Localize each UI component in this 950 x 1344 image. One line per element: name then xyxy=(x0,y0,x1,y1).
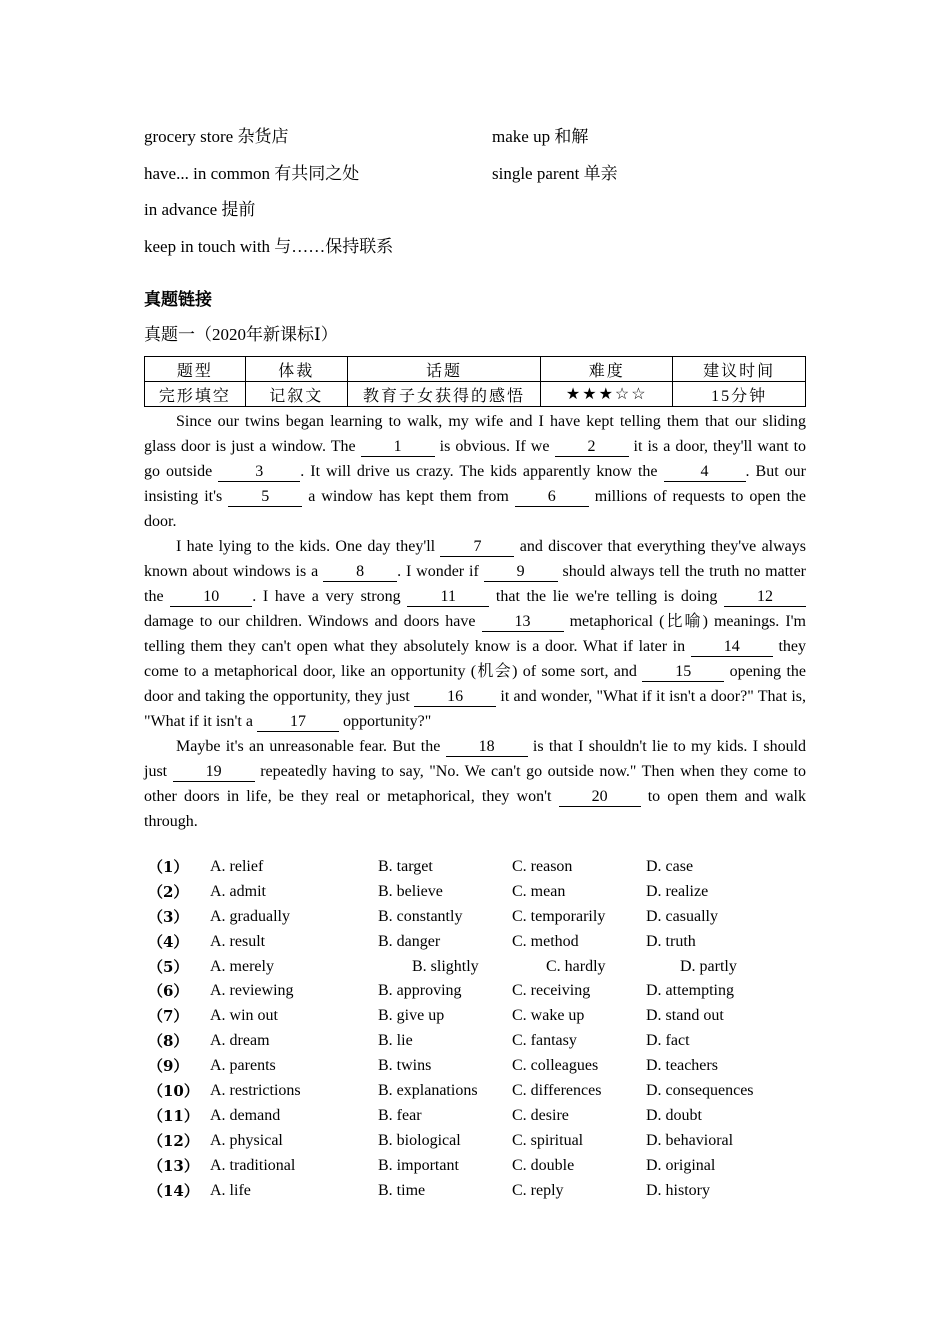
question-number: （6） xyxy=(148,982,189,1001)
question-number: （12） xyxy=(148,1131,199,1150)
option-d: D. stand out xyxy=(646,1007,724,1025)
passage-text: opportunity?" xyxy=(338,713,432,730)
option-a: A. gradually xyxy=(210,907,290,925)
option-d: D. partly xyxy=(680,957,737,975)
option-d: D. case xyxy=(646,858,694,875)
passage-text: Maybe it's an unreasonable fear. But the xyxy=(176,738,446,755)
option-a: A. win out xyxy=(210,1007,278,1025)
header-cell: 难度 xyxy=(541,357,673,382)
question-number: （10） xyxy=(148,1082,199,1101)
paragraph xyxy=(144,534,806,734)
option-b: B. slightly xyxy=(412,957,479,975)
option-row xyxy=(144,1054,806,1079)
option-d: D. behavioral xyxy=(646,1131,734,1149)
option-b: B. biological xyxy=(378,1131,461,1149)
blank: 1 xyxy=(361,438,435,457)
vocab-item: make up 和解 xyxy=(492,127,589,146)
option-row xyxy=(144,1179,806,1204)
option-a: A. merely xyxy=(210,957,274,975)
option-b: B. believe xyxy=(378,882,443,900)
question-number: （13） xyxy=(148,1156,199,1175)
option-row xyxy=(144,880,806,905)
option-c: C. desire xyxy=(512,1106,569,1124)
passage-text: a window has kept them from xyxy=(302,488,515,505)
option-row xyxy=(144,1154,806,1179)
passage-text: that the lie we're telling is doing xyxy=(489,588,725,605)
option-c: C. temporarily xyxy=(512,907,606,925)
option-row xyxy=(144,1104,806,1129)
option-c: C. wake up xyxy=(512,1007,585,1025)
option-row xyxy=(144,930,806,955)
question-number: （8） xyxy=(148,1032,189,1051)
passage-text: and discover that everything they've always known about windows is a xyxy=(144,538,806,580)
option-a: A. parents xyxy=(210,1057,276,1075)
table-row xyxy=(145,382,806,407)
option-c: C. hardly xyxy=(546,957,606,975)
question-number: （5） xyxy=(148,957,189,976)
blank: 17 xyxy=(257,713,339,732)
option-d: D. history xyxy=(646,1181,710,1199)
option-d: D. attempting xyxy=(646,982,734,1000)
option-c: C. mean xyxy=(512,882,566,900)
passage-text: Since our twins began learning to walk, my wife and I have kept telling them that our sliding glass door is just a window. The xyxy=(144,413,806,455)
header-cell: 建议时间 xyxy=(673,357,806,382)
blank: 10 xyxy=(170,588,252,607)
header-cell: 题型 xyxy=(145,357,246,382)
blank: 7 xyxy=(440,538,514,557)
blank: 2 xyxy=(555,438,629,457)
vocab-item: have... in common 有共同之处 xyxy=(144,164,360,183)
option-b: B. target xyxy=(378,858,433,875)
blank: 8 xyxy=(323,563,397,582)
question-number: （7） xyxy=(148,1007,189,1026)
option-row xyxy=(144,905,806,930)
section-title: 真题链接 xyxy=(144,290,212,309)
blank: 6 xyxy=(515,488,589,507)
options-list xyxy=(144,855,806,1203)
cloze-passage xyxy=(144,409,806,834)
option-a: A. demand xyxy=(210,1106,281,1124)
passage-text: . I wonder if xyxy=(397,563,484,580)
option-row xyxy=(144,955,806,980)
blank: 14 xyxy=(691,638,773,657)
vocab-item: grocery store 杂货店 xyxy=(144,127,289,146)
blank: 13 xyxy=(482,613,564,632)
value-cell: 15分钟 xyxy=(673,382,806,407)
option-row xyxy=(144,1029,806,1054)
header-cell: 话题 xyxy=(347,357,541,382)
blank: 11 xyxy=(407,588,489,607)
option-row xyxy=(144,855,806,880)
option-c: C. method xyxy=(512,932,579,950)
option-row xyxy=(144,1129,806,1154)
blank: 19 xyxy=(173,763,255,782)
blank: 5 xyxy=(228,488,302,507)
document-page xyxy=(144,122,807,1200)
paragraph xyxy=(144,734,806,834)
blank: 15 xyxy=(642,663,724,682)
question-number: （9） xyxy=(148,1057,189,1076)
option-b: B. fear xyxy=(378,1106,422,1124)
passage-text: is obvious. If we xyxy=(434,438,555,455)
blank: 16 xyxy=(414,688,496,707)
option-d: D. doubt xyxy=(646,1106,702,1124)
option-b: B. danger xyxy=(378,932,441,950)
table-header-row xyxy=(145,357,806,382)
option-d: D. realize xyxy=(646,882,709,900)
vocab-item: single parent 单亲 xyxy=(492,164,618,183)
value-cell: 完形填空 xyxy=(145,382,246,407)
option-a: A. dream xyxy=(210,1032,270,1050)
passage-text: metaphorical (比喻) meanings. I'm telling them they can't open what they absolutely know is a door. What if later in xyxy=(144,613,806,655)
option-b: B. time xyxy=(378,1181,426,1199)
blank: 20 xyxy=(559,788,641,807)
option-b: B. twins xyxy=(378,1057,432,1075)
option-row xyxy=(144,1004,806,1029)
question-number: （1） xyxy=(148,858,189,876)
option-row xyxy=(144,979,806,1004)
option-d: D. consequences xyxy=(646,1082,754,1100)
option-a: A. reviewing xyxy=(210,982,294,1000)
option-b: B. approving xyxy=(378,982,462,1000)
passage-text: millions of requests to open the door. xyxy=(144,488,807,530)
option-d: D. teachers xyxy=(646,1057,718,1075)
option-c: C. spiritual xyxy=(512,1131,584,1149)
option-d: D. fact xyxy=(646,1032,690,1050)
value-cell: 教育子女获得的感悟 xyxy=(347,382,541,407)
question-number: （11） xyxy=(148,1106,199,1125)
option-d: D. casually xyxy=(646,907,718,925)
passage-text: it is a door, they'll want to go outside xyxy=(144,438,807,480)
question-number: （2） xyxy=(148,882,189,901)
option-a: A. physical xyxy=(210,1131,283,1149)
exam-title: 真题一（2020年新课标Ⅰ） xyxy=(144,325,338,344)
option-d: D. truth xyxy=(646,932,696,950)
vocab-item: in advance 提前 xyxy=(144,200,256,219)
option-b: B. constantly xyxy=(378,907,463,925)
blank: 4 xyxy=(664,463,746,482)
option-c: C. double xyxy=(512,1156,575,1174)
option-c: C. differences xyxy=(512,1082,602,1100)
option-c: C. reason xyxy=(512,858,573,875)
option-b: B. important xyxy=(378,1156,459,1174)
passage-text: I hate lying to the kids. One day they'll xyxy=(176,538,441,555)
passage-text: . It will drive us crazy. The kids apparently know the xyxy=(300,463,664,480)
header-cell: 体裁 xyxy=(245,357,347,382)
blank: 18 xyxy=(446,738,528,757)
option-c: C. fantasy xyxy=(512,1032,577,1050)
passage-text: is that I shouldn't lie to my kids. I should just xyxy=(144,738,807,780)
question-info-table xyxy=(144,356,806,407)
vocabulary-list xyxy=(144,122,806,270)
option-row xyxy=(144,1079,806,1104)
difficulty-stars: ★★★☆☆ xyxy=(541,382,673,407)
option-c: C. colleagues xyxy=(512,1057,599,1075)
vocab-item: keep in touch with 与……保持联系 xyxy=(144,237,394,256)
option-a: A. restrictions xyxy=(210,1082,301,1100)
passage-text: . But our insisting it's xyxy=(144,463,807,505)
option-a: A. admit xyxy=(210,882,266,900)
passage-text: opening the door and taking the opportunity, they just xyxy=(144,663,806,705)
passage-text: . I have a very strong xyxy=(252,588,408,605)
question-number: （14） xyxy=(148,1181,199,1200)
value-cell: 记叙文 xyxy=(245,382,347,407)
option-a: A. life xyxy=(210,1181,251,1199)
option-b: B. explanations xyxy=(378,1082,478,1100)
paragraph xyxy=(144,409,806,534)
option-c: C. receiving xyxy=(512,982,591,1000)
option-a: A. relief xyxy=(210,858,264,875)
question-number: （3） xyxy=(148,907,189,926)
blank: 3 xyxy=(218,463,300,482)
passage-text: damage to our children. Windows and doors have xyxy=(144,613,482,630)
question-number: （4） xyxy=(148,932,189,951)
option-b: B. lie xyxy=(378,1032,413,1050)
blank: 12 xyxy=(724,588,806,607)
passage-text: repeatedly having to say, "No. We can't go outside now." Then when they come to other doors in life, be they real or metaphorical, they won't xyxy=(144,763,806,805)
option-d: D. original xyxy=(646,1156,716,1174)
passage-text: it and wonder, "What if it isn't a door?" That is, "What if it isn't a xyxy=(144,688,806,730)
passage-text: should always tell the truth no matter the xyxy=(144,563,807,605)
passage-text: to open them and walk through. xyxy=(144,788,806,830)
option-b: B. give up xyxy=(378,1007,445,1025)
passage-text: they come to a metaphorical door, like an opportunity (机会) of some sort, and xyxy=(144,638,807,680)
option-c: C. reply xyxy=(512,1181,564,1199)
option-a: A. result xyxy=(210,932,266,950)
blank: 9 xyxy=(484,563,558,582)
option-a: A. traditional xyxy=(210,1156,296,1174)
